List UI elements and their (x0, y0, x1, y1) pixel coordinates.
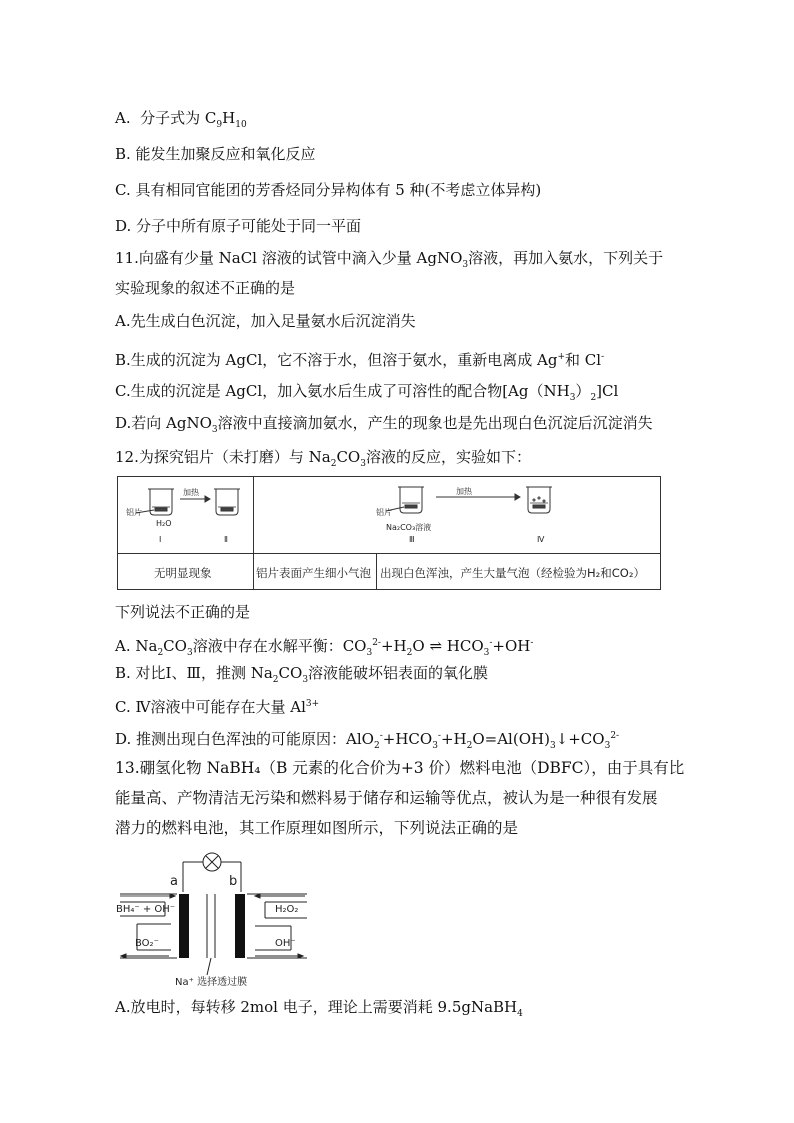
q12-below: 下列说法不正确的是 (115, 603, 251, 621)
electrode-b-label: b (229, 874, 238, 889)
q11-option-c: C.生成的沉淀是 AgCl，加入氨水后生成了可溶性的配合物$[Ag(NH_3)_2]Cl$ (115, 382, 619, 403)
na2co3-solution-label: Na₂CO₃溶液 (386, 523, 432, 532)
q12-stem: 12.为探究铝片（未打磨）与 $Na_2CO_3$溶液的反应，实验如下： (115, 448, 531, 469)
q13-stem-line3: 潜力的燃料电池，其工作原理如图所示，下列说法正确的是 (115, 819, 519, 837)
q11-option-b: B.生成的沉淀为 AgCl，它不溶于水，但溶于氨水，重新电离成 Ag+和 Cl- (115, 351, 605, 369)
label-ii: Ⅱ (224, 535, 228, 544)
q13-stem-line1: 13.硼氢化物 NaBH₄（B 元素的化合价为+3 价）燃料电池（DBFC），由于具有比 (115, 759, 685, 777)
q10-option-c: C. 具有相同官能团的芳香烃同分异构体有 5 种(不考虑立体异构) (115, 181, 542, 199)
q13-option-a: A.放电时，每转移 2mol 电子，理论上需要消耗 9.5gNaBH$_4$ (115, 998, 523, 1019)
result-iii: 铝片表面产生细小气泡 (256, 566, 371, 580)
q10-option-d: D. 分子中所有原子可能处于同一平面 (115, 217, 362, 235)
q11-stem-line2: 实验现象的叙述不正确的是 (115, 279, 296, 297)
result-i-ii: 无明显现象 (154, 566, 212, 580)
membrane-label: Na⁺ 选择透过膜 (175, 977, 248, 988)
result-iv: 出现白色浑浊，产生大量气泡（经检验为H₂和CO₂） (380, 566, 645, 580)
q13-stem-line2: 能量高、产物清洁无污染和燃料易于储存和运输等优点，被认为是一种很有发展 (115, 789, 658, 807)
heat-label-1: 加热 (183, 488, 199, 497)
q11-option-d: D.若向 AgNO$_3$溶液中直接滴加氨水，产生的现象也是先出现白色沉淀后沉淀消失 (115, 414, 653, 435)
label-iii: Ⅲ (409, 535, 415, 544)
left-inlet-label: BH₄⁻ + OH⁻ (116, 904, 176, 915)
experiment-table (117, 476, 661, 590)
right-outlet-label: OH⁻ (275, 938, 296, 949)
label-i: Ⅰ (159, 535, 162, 544)
fuel-cell-diagram (115, 850, 315, 988)
q12-option-c: C. Ⅳ溶液中可能存在大量 $Al^{3+}$ (115, 698, 320, 716)
water-label: H₂O (156, 519, 172, 528)
right-inlet-label: H₂O₂ (275, 904, 299, 915)
q11-option-a: A.先生成白色沉淀，加入足量氨水后沉淀消失 (115, 312, 416, 330)
q12-option-a: A. $Na_2CO_3$溶液中存在水解平衡：$CO_3^{2-}+H_2O$ ⇌ $HCO_3^-+OH^-$ (115, 637, 534, 658)
q12-option-b: B. 对比Ⅰ、Ⅲ，推测 $Na_2CO_3$溶液能破坏铝表面的氧化膜 (115, 664, 489, 685)
label-iv: Ⅳ (537, 535, 545, 544)
electrode-a-label: a (170, 874, 178, 889)
q10-option-b: B. 能发生加聚反应和氧化反应 (115, 145, 316, 163)
heat-label-2: 加热 (456, 487, 472, 496)
q12-option-d: D. 推测出现白色浑浊的可能原因：$AlO_2^-+HCO_3^-+H_2O=Al(OH)_3↓+CO_3^{2-}$ (115, 730, 620, 751)
fuel-cell-drawing (115, 850, 315, 985)
al-label-2: 铝片 (376, 508, 392, 517)
q11-stem-line1: 11.向盛有少量 NaCl 溶液的试管中滴入少量 AgNO$_3$溶液，再加入氨水，下列关于 (115, 249, 664, 270)
al-label-1: 铝片 (126, 508, 142, 517)
q10-option-a: A. 分子式为 $C_9H_{10}$ (115, 109, 247, 130)
left-outlet-label: BO₂⁻ (135, 938, 159, 949)
